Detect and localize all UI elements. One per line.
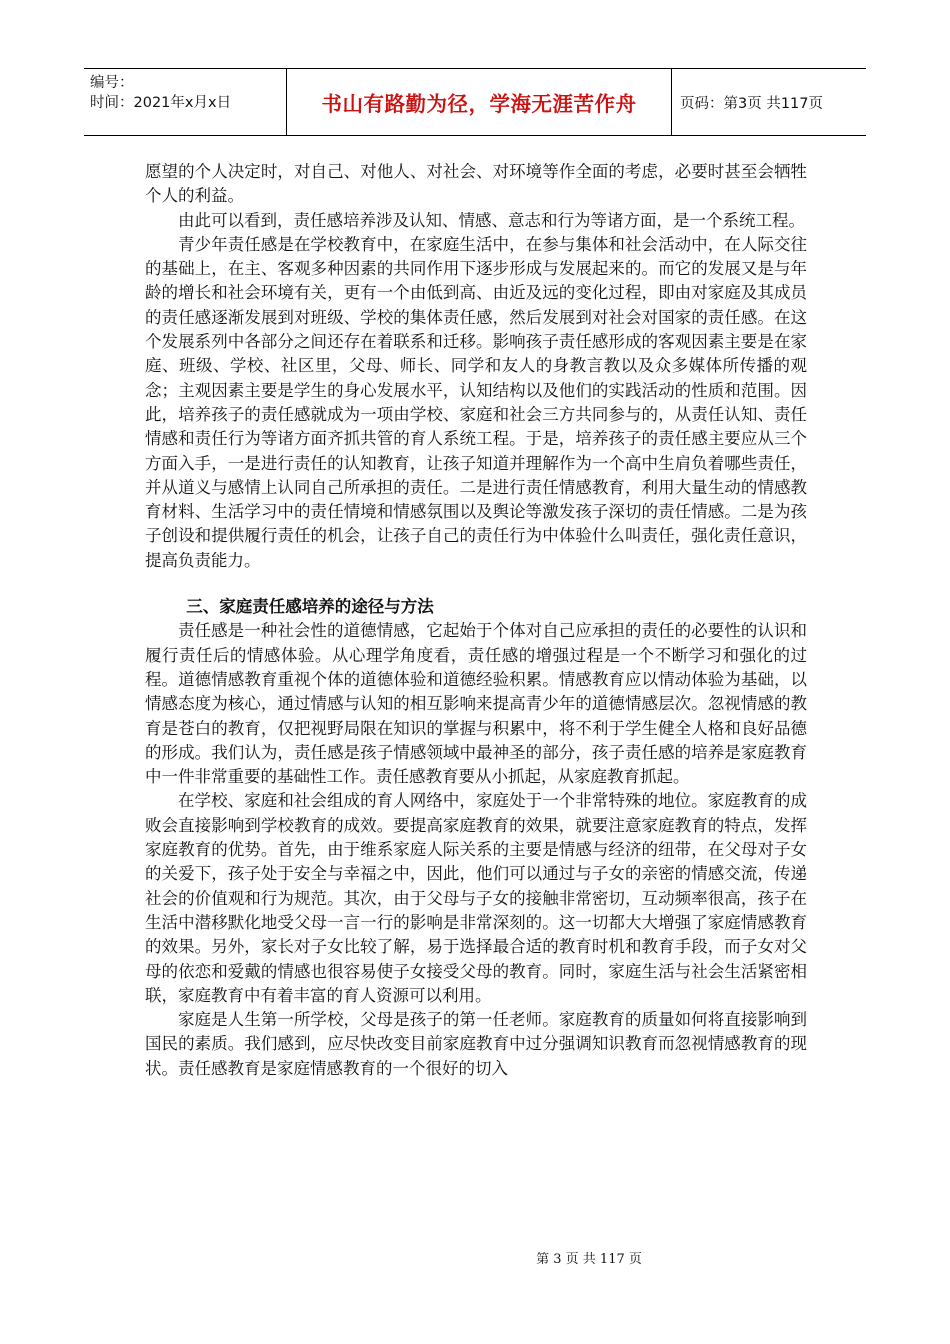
paragraph: 青少年责任感是在学校教育中，在家庭生活中，在参与集体和社会活动中，在人际交往的基础上，在主、客观多种因素的共同作用下逐步形成与发展起来的。而它的发展又是与年龄的增长和社会环境有关，更有一个由低到高、由近及远的变化过程，即由对家庭及其成员的责任感逐渐发展到对班级、学校的集体责任感，然后发展到对社会对国家的责任感。在这个发展系列中各部分之间还存在着联系和迁移。影响孩子责任感形成的客观因素主要是在家庭、班级、学校、社区里，父母、师长、同学和友人的身教言教以及众多媒体所传播的观念；主观因素主要是学生的身心发展水平，认知结构以及他们的实践活动的性质和范围。因此，培养孩子的责任感就成为一项由学校、家庭和社会三方共同参与的，从责任认知、责任情感和责任行为等诸方面齐抓共管的育人系统工程。于是，培养孩子的责任感主要应从三个方面入手，一是进行责任的认知教育，让孩子知道并理解作为一个高中生肩负着哪些责任，并从道义与感情上认同自己所承担的责任。二是进行责任情感教育，利用大量生动的情感教育材料、生活学习中的责任情境和情感氛围以及舆论等激发孩子深切的责任情感。二是为孩子创设和提供履行责任的机会，让孩子自己的责任行为中体验什么叫责任，强化责任意识，提高负责能力。 bbox=[145, 234, 807, 570]
paragraph: 由此可以看到，责任感培养涉及认知、情感、意志和行为等诸方面，是一个系统工程。 bbox=[178, 210, 805, 230]
header-page-info: 页码：第3页 共117页 bbox=[680, 95, 824, 112]
header-date-label: 时间：2021年x月x日 bbox=[90, 95, 232, 111]
paragraph-continued: 愿望的个人决定时，对自己、对他人、对社会、对环境等作全面的考虑，必要时甚至会牺牲个人的利益。 bbox=[145, 162, 807, 206]
page-header bbox=[84, 68, 866, 136]
header-number-label: 编号： bbox=[90, 75, 134, 91]
section-heading: 三、家庭责任感培养的途径与方法 bbox=[186, 597, 434, 617]
header-motto: 书山有路勤为径，学海无涯苦作舟 bbox=[287, 69, 672, 135]
paragraph: 在学校、家庭和社会组成的育人网络中，家庭处于一个非常特殊的地位。家庭教育的成败会直接影响到学校教育的成效。要提高家庭教育的效果，就要注意家庭教育的特点，发挥家庭教育的优势。首先，由于维系家庭人际关系的主要是情感与经济的纽带，在父母对子女的关爱下，孩子处于安全与幸福之中，因此，他们可以通过与子女的亲密的情感交流，传递社会的价值观和行为规范。其次，由于父母与子女的接触非常密切，互动频率很高，孩子在生活中潜移默化地受父母一言一行的影响是非常深刻的。这一切都大大增强了家庭情感教育的效果。另外，家长对子女比较了解，易于选择最合适的教育时机和教育手段，而子女对父母的依恋和爱戴的情感也很容易使子女接受父母的教育。同时，家庭生活与社会生活紧密相联，家庭教育中有着丰富的育人资源可以利用。 bbox=[145, 791, 807, 1005]
page-footer: 第 3 页 共 117 页 bbox=[536, 1252, 642, 1267]
header-meta bbox=[84, 69, 287, 135]
document-body bbox=[145, 160, 807, 1081]
paragraph: 家庭是人生第一所学校，父母是孩子的第一任老师。家庭教育的质量如何将直接影响到国民的素质。我们感到，应尽快改变目前家庭教育中过分强调知识教育而忽视情感教育的现状。责任感教育是家庭情感教育的一个很好的切入 bbox=[145, 1010, 807, 1078]
paragraph: 责任感是一种社会性的道德情感，它起始于个体对自己应承担的责任的必要性的认识和履行责任后的情感体验。从心理学角度看，责任感的增强过程是一个不断学习和强化的过程。道德情感教育重视个体的道德体验和道德经验积累。情感教育应以情动体验为基础，以情感态度为核心，通过情感与认知的相互影响来提高青少年的道德情感层次。忽视情感的教育是苍白的教育，仅把视野局限在知识的掌握与积累中，将不利于学生健全人格和良好品德的形成。我们认为，责任感是孩子情感领域中最神圣的部分，孩子责任感的培养是家庭教育中一件非常重要的基础性工作。责任感教育要从小抓起，从家庭教育抓起。 bbox=[145, 621, 807, 787]
